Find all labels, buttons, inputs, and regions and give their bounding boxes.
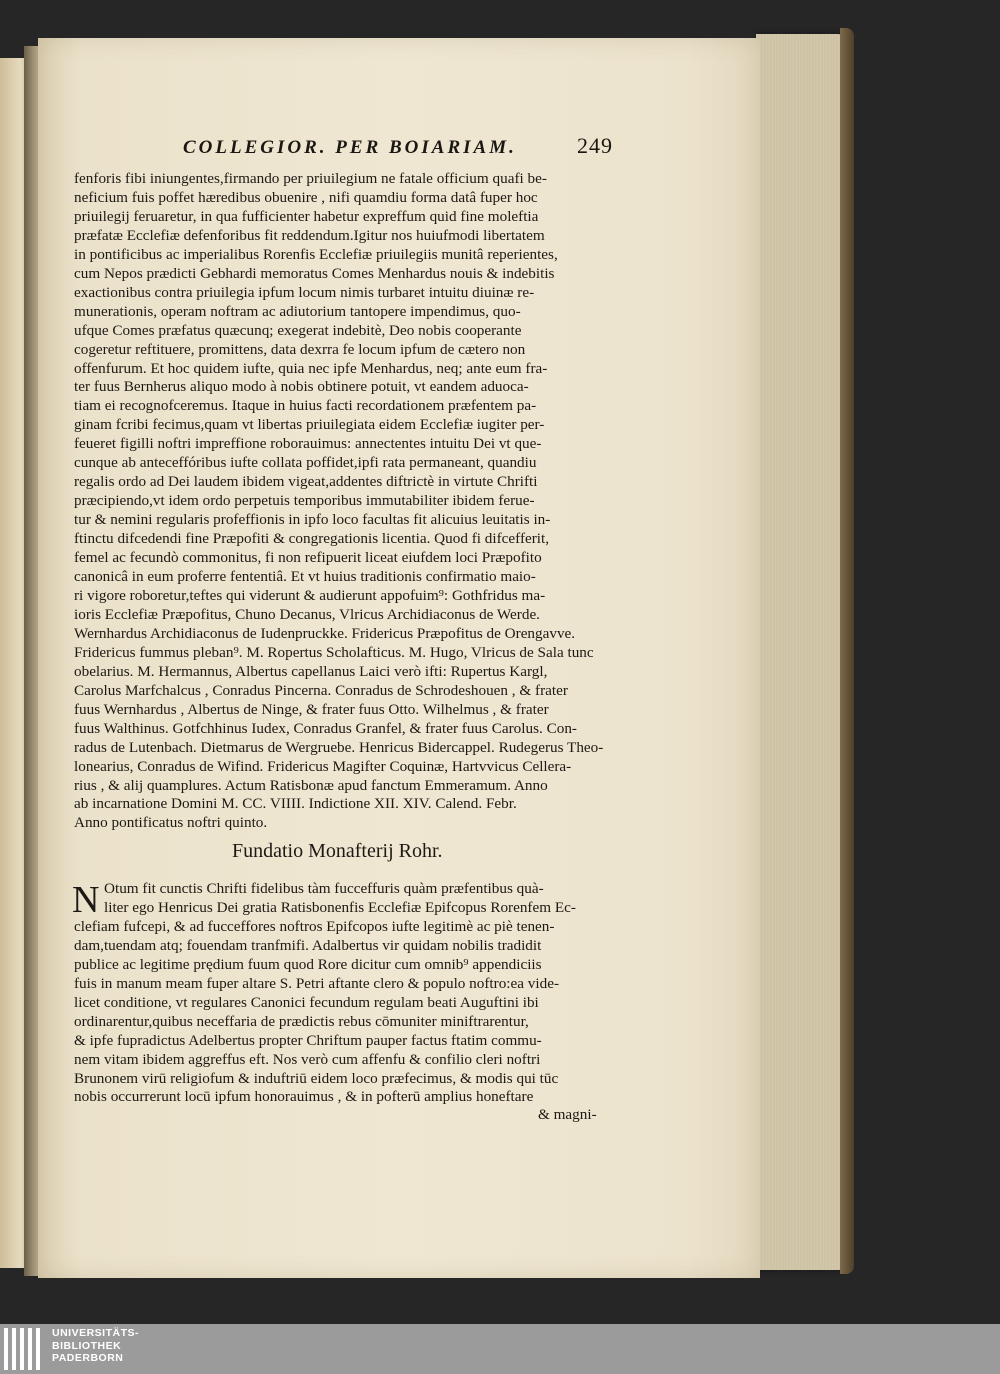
text-line: Brunonem virū religiofum & induftriū eidem loco præfecimus, & modis qui tūc <box>74 1069 559 1087</box>
text-line: clefiam fufcepi, & ad fucceffores noftros Epifcopos iufte legitimè ac piè tenen- <box>74 917 555 935</box>
text-line: Carolus Marfchalcus , Conradus Pincerna. Conradus de Schrodeshouen , & frater <box>74 681 568 699</box>
text-line: munerationis, operam noftram ac adiutorium tantopere impendimus, quo- <box>74 302 521 320</box>
text-line: nem vitam ibidem aggreffus eft. Nos verò cum affenfu & confilio cleri noftri <box>74 1050 541 1068</box>
library-logo-icon <box>4 1328 42 1370</box>
text-line: canonicâ in eum proferre fententiâ. Et vt huius traditionis confirmatio maio- <box>74 568 536 586</box>
text-line: publice ac legitime prędium fuum quod Rore dicitur cum omnib⁹ appendiciis <box>74 955 542 973</box>
text-line: cogeretur reftituere, promittens, data dexrra fe locum ipfum de cætero non <box>74 340 526 358</box>
text-line: ab incarnatione Domini M. CC. VIIII. Indictione XII. XIV. Calend. Febr. <box>74 795 517 813</box>
text-line: cunque ab anteceffóribus iufte collata poffidet,ipfi rata permaneant, quandiu <box>74 454 537 472</box>
text-line: lonearius, Conradus de Wifind. Fridericus Magifter Coquinæ, Hartvvicus Cellera- <box>74 757 572 775</box>
text-line: Fridericus fummus pleban⁹. M. Ropertus Scholafticus. M. Hugo, Vlricus de Sala tunc <box>74 643 594 661</box>
text-line: Otum fit cunctis Chrifti fidelibus tàm fucceffuris quàm præfentibus quà- <box>104 880 544 897</box>
text-line: regalis ordo ad Dei laudem ibidem vigeat,addentes diftrictè in virtute Chrifti <box>74 473 538 491</box>
text-line: præcipiendo,vt idem ordo perpetuis temporibus immutabiliter ibidem ferue- <box>74 492 535 510</box>
text-line: liter ego Henricus Dei gratia Ratisbonenfis Ecclefiæ Epifcopus Rorenfem Ec- <box>104 898 576 916</box>
text-line: neficium fuis poffet hæredibus obuenire , nifi quamdiu forma datâ fuper hoc <box>74 188 538 206</box>
text-line: ter fuus Bernherus aliquo modo à nobis obtinere potuit, vt eandem aduoca- <box>74 378 529 396</box>
text-line: offenfurum. Et hoc quidem iufte, quia nec ipfe Menhardus, neq; ante eum fra- <box>74 359 548 377</box>
book-cover-edge <box>840 28 854 1274</box>
logo-line-1: UNIVERSITÄTS- <box>52 1327 140 1339</box>
text-line: radus de Lutenbach. Dietmarus de Wergruebe. Henricus Bidercappel. Rudegerus Theo- <box>74 738 604 756</box>
library-logo-text <box>52 1327 139 1365</box>
text-line: ioris Ecclefiæ Præpofitus, Chuno Decanus, Vlricus Archidiaconus de Werde. <box>74 605 540 623</box>
section-heading: Fundatio Monafterij Rohr. <box>232 840 443 862</box>
page-block-edges <box>756 34 848 1270</box>
text-line: dam,tuendam atq; fouendam tranfmifi. Adalbertus vir quidam nobilis tradidit <box>74 936 542 954</box>
library-footer <box>0 1324 1000 1374</box>
logo-line-3: PADERBORN <box>52 1352 124 1364</box>
text-line: nobis occurrerunt locū ipfum honorauimus , & in pofterū amplius honeftare <box>74 1088 534 1106</box>
text-line: exactionibus contra priuilegia ipfum locum nimis turbaret intuitu diuinæ re- <box>74 283 535 301</box>
text-line: femel ac fecundò commonitus, fi non refipuerit liceat eiufdem loci Præpofito <box>74 549 542 567</box>
text-line: ftinctu difcedendi fine Præpofiti & congregationis licentia. Quod fi difcefferit, <box>74 530 550 548</box>
text-line: obelarius. M. Hermannus, Albertus capellanus Laici verò ifti: Rupertus Kargl, <box>74 662 548 680</box>
text-line: ufque Comes præfatus quæcunq; exegerat indebitè, Deo nobis cooperante <box>74 321 522 339</box>
catchword: & magni- <box>538 1106 597 1123</box>
text-line: ordinarentur,quibus neceffaria de prædictis rebus cōmuniter miniftrarentur, <box>74 1012 529 1030</box>
drop-capital: N <box>72 879 100 921</box>
text-line: licet conditione, vt regulares Canonici fecundum regulam beati Auguftini ibi <box>74 993 539 1011</box>
text-line: cum Nepos prædicti Gebhardi memoratus Comes Menhardus nouis & indebitis <box>74 264 555 282</box>
text-line: ri vigore roboretur,teftes qui viderunt & audierunt appofuim⁹: Gothfridus ma- <box>74 586 546 604</box>
text-line: priuilegij feruaretur, in qua fufficienter habetur expreffum quid fine moleftia <box>74 207 539 225</box>
logo-line-2: BIBLIOTHEK <box>52 1339 122 1352</box>
text-line: Wernhardus Archidiaconus de Iudenpruckke. Fridericus Præpofitus de Orengavve. <box>74 624 576 642</box>
text-line: tur & nemini regularis profeffionis in ipfo loco facultas fit alicuius leuitatis in- <box>74 511 551 529</box>
text-line: in pontificibus ac imperialibus Rorenfis Ecclefiæ priuilegiis munitâ reperientes, <box>74 245 558 263</box>
text-line: Anno pontificatus noftri quinto. <box>74 814 268 832</box>
text-line: fenforis fibi iniungentes,firmando per priuilegium ne fatale officium quafi be- <box>74 170 547 187</box>
text-line: & ipfe fupradictus Adelbertus propter Chriftum pauper factus ftatim commu- <box>74 1031 542 1049</box>
text-line: præfatæ Ecclefiæ defenforibus fit reddendum.Igitur nos huiufmodi libertatem <box>74 226 545 244</box>
text-line: tiam ei recognofceremus. Itaque in huius facti recordationem præfentem pa- <box>74 397 537 415</box>
text-line: rius , & alij quamplures. Actum Ratisbonæ apud fanctum Emmeramum. Anno <box>74 776 548 794</box>
charter-text-paragraph <box>74 170 614 833</box>
running-title: COLLEGIOR. PER BOIARIAM. <box>183 137 517 158</box>
text-line: fuus Walthinus. Gotfchhinus Iudex, Conradus Granfel, & frater fuus Carolus. Con- <box>74 719 577 737</box>
text-line: fuus Wernhardus , Albertus de Ninge, & frater fuus Otto. Wilhelmus , & frater <box>74 700 549 718</box>
text-line: ginam fcribi fecimus,quam vt libertas priuilegiata eidem Ecclefiæ iugiter per- <box>74 416 545 434</box>
foundation-text-paragraph <box>74 880 614 1107</box>
text-line: fuis in manum meam fuper altare S. Petri aftante clero & populo noftro:ea vide- <box>74 974 559 992</box>
text-line: feueret figilli noftri impreffione roborauimus: annectentes intuitu Dei vt que- <box>74 435 542 453</box>
running-header <box>183 133 613 163</box>
page-number: 249 <box>577 133 613 158</box>
